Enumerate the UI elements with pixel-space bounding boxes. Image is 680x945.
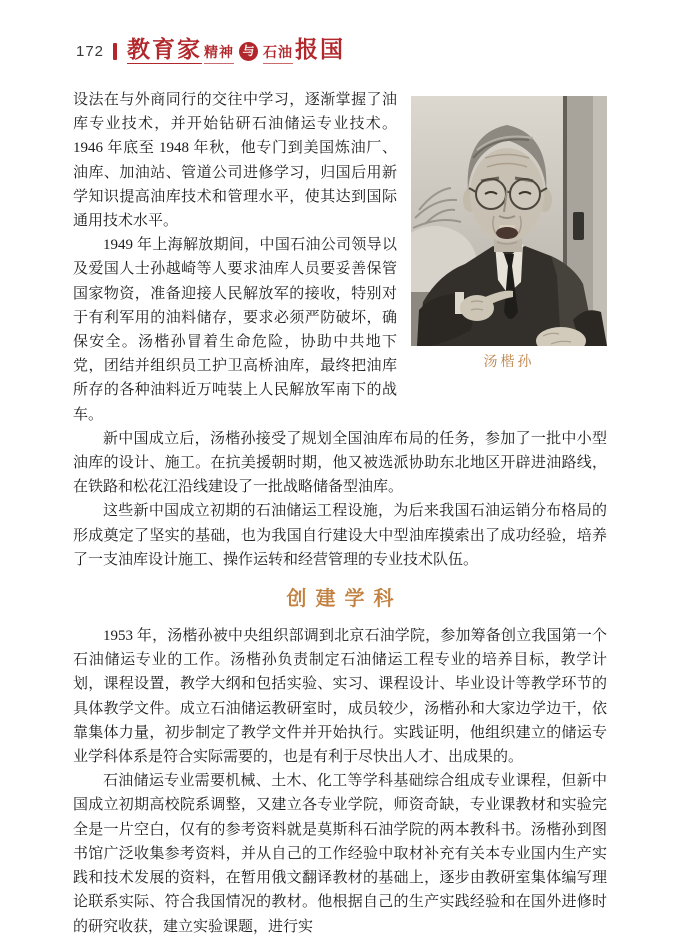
paragraph-2: 1949 年上海解放期间，中国石油公司领导以及爱国人士孙越崎等人要求油库人员要妥善保管国家物资，准备迎接人民解放军的接收，特别对于有利军用的油料储存，要求必须严防破坏，确保安全。汤楷孙冒着生命危险，协助中共地下党，团结并组织员工护卫高桥油库，最终把油库所存的各种油料近万吨装上人民解放军南下的战车。: [73, 237, 397, 423]
paragraph-1: 设法在与外商同行的交往中学习，逐渐掌握了油库专业技术，并开始钻研石油储运专业技术。1946 年底至 1948 年秋，他专门到美国炼油厂、油库、加油站、管道公司进修学习，归国后用新学知识提高油库技术和管理水平，使其达到国际通用技术水平。: [73, 92, 397, 230]
page-number: 172: [76, 42, 105, 60]
book-title-part4: 报国: [295, 37, 346, 62]
portrait-figure: [411, 96, 607, 375]
photo-caption: 汤楷孙: [483, 355, 535, 370]
page-header: [76, 38, 620, 64]
paragraph-4: 这些新中国成立初期的石油储运工程设施，为后来我国石油运销分布格局的形成奠定了坚实的基础，也为我国自行建设大中型油库摸索出了成功经验，培养了一支油库设计施工、操作运转和经营管理的专业技术队伍。: [73, 503, 607, 568]
header-divider-bar: [113, 43, 117, 60]
book-title-part1: 教育家: [127, 37, 203, 62]
portrait-photo: [411, 96, 607, 346]
book-title: [127, 38, 345, 64]
paragraph-6: 石油储运专业需要机械、土木、化工等学科基础综合组成专业课程，但新中国成立初期高校院系调整，又建立各专业学院，师资奇缺，专业课教材和实验完全是一片空白，仅有的参考资料就是莫斯科石油学院的两本教科书。汤楷孙到图书馆广泛收集参考资料，并从自己的工作经验中取材补充有关本专业国内生产实践和技术发展的资料，在暂用俄文翻译教材的基础上，逐步由教研室集体编写理论联系实际、符合我国情况的教材。他根据自己的生产实践经验和在国外进修时的研究收获，建立实验课题，进行实: [73, 773, 607, 935]
section-heading: 创建学科: [286, 588, 403, 611]
paragraph-3: 新中国成立后，汤楷孙接受了规划全国油库布局的任务，参加了一批中小型油库的设计、施工。在抗美援朝时期，他又被选派协助东北地区开辟进油路线，在铁路和松花江沿线建设了一批战略储备型油库。: [73, 430, 607, 496]
book-title-part3: 石油: [263, 47, 293, 64]
portrait-photo-illustration: [411, 96, 607, 346]
book-title-badge: 与: [239, 42, 258, 61]
book-title-part2: 精神: [204, 47, 234, 64]
article-body: [73, 88, 607, 939]
paragraph-5: 1953 年，汤楷孙被中央组织部调到北京石油学院，参加筹备创立我国第一个石油储运专业的工作。汤楷孙负责制定石油储运工程专业的培养目标，教学计划，课程设置，教学大纲和包括实验、实习、课程设计、毕业设计等教学环节的具体教学文件。成立石油储运教研室时，成员较少，汤楷孙和大家边学边干，依靠集体力量，初步制定了教学文件并开始执行。实践证明，他组织建立的储运专业学科体系是符合实际需要的，也是有利于尽快出人才、出成果的。: [73, 628, 607, 766]
